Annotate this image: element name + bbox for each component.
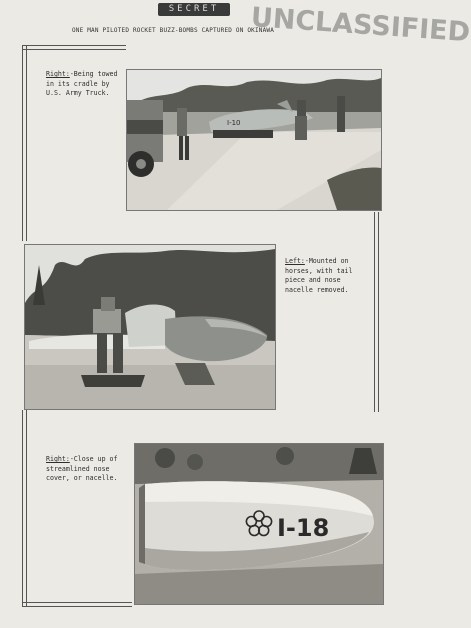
border-line (22, 410, 23, 606)
caption-body: -Mounted on horses, with tail piece and nose nacelle removed. (285, 257, 353, 294)
border-line (22, 602, 132, 603)
photo-nose-nacelle (134, 443, 384, 605)
border-line (26, 45, 27, 241)
caption-nose-cover (46, 455, 122, 484)
caption-body: -Close up of streamlined nose cover, or nacelle. (46, 455, 118, 482)
unclassified-stamp: UNCLASSIFIED (249, 2, 471, 49)
border-line (378, 212, 379, 412)
border-line (22, 49, 126, 50)
secret-stamp: SECRET (158, 3, 230, 16)
photo-towed-by-truck (126, 69, 382, 211)
caption-towed (46, 70, 118, 99)
border-line (374, 212, 375, 412)
marking-i18: I-18 (277, 514, 330, 542)
caption-lead: Right: (46, 455, 70, 463)
page-title: ONE MAN PILOTED ROCKET BUZZ-BOMBS CAPTURED ON OKINAWA (72, 27, 275, 34)
border-line (22, 45, 23, 241)
caption-lead: Left: (285, 257, 305, 265)
photo-mounted-on-horses (24, 244, 276, 410)
caption-mounted (285, 257, 369, 295)
border-line (22, 45, 126, 46)
caption-lead: Right: (46, 70, 70, 78)
caption-body: -Being towed in its cradle by U.S. Army Truck. (46, 70, 118, 97)
marking-i10: I-10 (227, 119, 241, 127)
border-line (22, 606, 132, 607)
border-line (26, 410, 27, 606)
